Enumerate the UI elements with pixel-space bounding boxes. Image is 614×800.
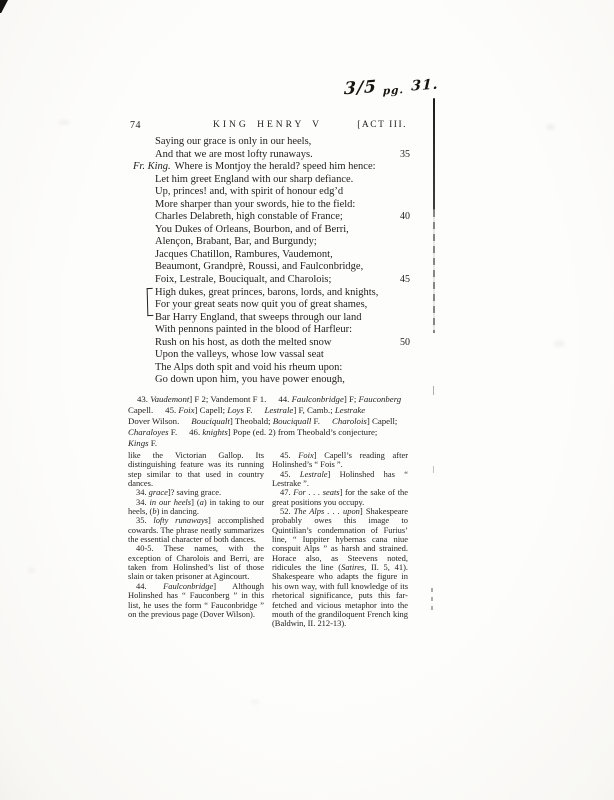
line-number: 50: [400, 336, 410, 348]
verse-text: Up, princes! and, with spirit of honour edg’d: [155, 186, 344, 198]
text-segment: For . . . seats: [293, 487, 340, 498]
text-segment: Loys: [227, 404, 244, 415]
verse-text: With pennons painted in the blood of Harfleur:: [155, 324, 352, 336]
verse-line: [133, 362, 409, 375]
text-segment: 34.: [136, 487, 149, 498]
text-segment: ] Holinshed has “ Lestrake ”.: [272, 468, 408, 489]
text-segment: 40-5. These names, with the exception of Charolois and Berri, are taken from Holinshed’s list of those slain or taken prisoner at Agincourt.: [128, 543, 264, 582]
text-segment: Satires: [341, 562, 365, 573]
text-segment: ]? saving grace.: [167, 487, 222, 498]
collation-notes: [128, 394, 409, 449]
verse-line: [133, 249, 409, 262]
text-segment: 44.: [278, 394, 292, 404]
text-segment: 34.: [136, 496, 150, 507]
text-segment: Bouciqualt: [191, 415, 230, 426]
text-segment: The Alps . . . upon: [293, 506, 360, 517]
annotation-pg-label: pg.: [382, 83, 405, 98]
verse-text: Beaumont, Grandprè, Roussi, and Faulconbridge,: [155, 261, 364, 273]
text-segment: Lestrale: [299, 468, 328, 479]
verse-text: Go down upon him, you have power enough,: [155, 374, 345, 386]
verse-text: Alençon, Brabant, Bar, and Burgundy;: [155, 236, 317, 248]
note-paragraph: [272, 451, 408, 470]
text-segment: 45.: [280, 450, 299, 460]
note-paragraph: [128, 582, 264, 619]
scan-smudge: [28, 568, 35, 573]
scan-smudge: [250, 700, 260, 704]
text-segment: grace: [148, 487, 168, 498]
collation-line: [128, 416, 409, 427]
verse-line: [133, 312, 409, 325]
text-segment: like the Victorian Gallop. Its distinguishing feature was its running step similar to that used in country dances.: [128, 450, 264, 489]
verse-line: [133, 287, 409, 300]
verse-text: Rush on his host, as doth the melted snow: [155, 336, 332, 348]
verse-line: [133, 186, 409, 199]
text-segment: Foix: [178, 404, 195, 415]
verse-line: [133, 224, 409, 237]
text-segment: ] Pope (ed. 2) from Theobald’s conjecture;: [227, 426, 378, 437]
text-segment: 45.: [165, 404, 179, 415]
text-segment: Charolois: [331, 415, 367, 426]
text-segment: Capell.: [128, 404, 154, 415]
collation-line: [128, 438, 409, 449]
verse-line: [133, 337, 409, 350]
scan-smudge: [554, 340, 565, 347]
text-segment: ] for the sake of the great positions you occupy.: [272, 487, 409, 507]
verse-text: Bar Harry England, that sweeps through our land: [155, 311, 362, 323]
verse-line: [133, 136, 409, 149]
text-segment: 35.: [136, 515, 154, 526]
line-number: 40: [400, 211, 410, 223]
text-segment: Dover Wilson.: [128, 415, 180, 426]
text-segment: ] F 2; Vandemont F 1.: [189, 394, 267, 404]
verse-text: Let him greet England with our sharp defiance.: [155, 173, 354, 185]
commentary-right-column: [272, 451, 408, 629]
text-segment: F.: [243, 404, 253, 415]
line-number: 45: [400, 274, 410, 286]
text-segment: Fauconberg: [358, 394, 402, 404]
text-segment: ] F, Camb.;: [293, 404, 335, 415]
speech-prefix: Fr. King.: [133, 161, 171, 173]
text-segment: knights: [202, 426, 228, 437]
verse-text: More sharper than your swords, hie to the field:: [155, 198, 356, 210]
crease-line: [433, 98, 435, 210]
commentary-left-column: [128, 451, 264, 619]
text-segment: a: [199, 496, 204, 507]
verse-line: [133, 299, 409, 312]
text-segment: Kings: [128, 437, 149, 448]
handwritten-bracket: [147, 288, 154, 316]
text-segment: ) in dancing.: [156, 506, 200, 517]
verse-text: Jacques Chatillon, Rambures, Vaudemont,: [155, 248, 333, 260]
verse-line: [133, 374, 409, 387]
crease-mark: [431, 588, 433, 614]
verse-line: [133, 324, 409, 337]
text-segment: ] (: [191, 496, 200, 507]
act-label: [ACT III.: [357, 120, 407, 130]
verse-line: [133, 274, 409, 287]
text-segment: ] Theobald;: [229, 415, 273, 426]
verse-text: For your great seats now quit you of great shames,: [155, 299, 368, 311]
verse-line: [133, 199, 409, 212]
text-segment: F.: [311, 415, 320, 426]
text-segment: ] F;: [343, 394, 359, 404]
crease-mark: [433, 386, 434, 395]
text-segment: in our heels: [149, 496, 192, 507]
scan-smudge: [546, 124, 555, 130]
verse-text: Foix, Lestrale, Bouciqualt, and Charolois;: [155, 274, 332, 286]
text-segment: Faulconbridge: [163, 580, 214, 591]
text-segment: ] Capell;: [366, 415, 398, 426]
scan-corner-artifact: [0, 0, 8, 13]
note-paragraph: [128, 451, 264, 488]
verse-line: [133, 236, 409, 249]
note-paragraph: [128, 498, 264, 517]
text-segment: Faulconbridge: [291, 394, 344, 404]
crease-mark: [433, 466, 434, 473]
text-segment: ] accomplished cowards. The phrase neatly summarizes the essential character of both dances.: [128, 515, 264, 545]
text-segment: F.: [148, 437, 158, 448]
verse-text: Saying our grace is only in our heels,: [155, 136, 312, 147]
verse-text: And that we are most lofty runaways.: [155, 148, 313, 160]
line-number: 35: [400, 148, 410, 160]
verse-line: [133, 211, 409, 224]
verse-line: [133, 261, 409, 274]
verse-line: [133, 149, 409, 162]
note-paragraph: [128, 544, 264, 581]
text-segment: 43.: [137, 394, 151, 404]
text-segment: Vaudemont: [150, 394, 190, 404]
verse-line: [133, 349, 409, 362]
text-segment: 47.: [280, 487, 294, 498]
text-segment: 45.: [280, 468, 300, 479]
text-segment: b: [152, 506, 157, 517]
running-header: [128, 120, 407, 133]
page-number: 74: [130, 120, 141, 131]
verse-text: Upon the valleys, whose low vassal seat: [155, 349, 324, 361]
text-segment: lofty runaways: [153, 515, 208, 526]
text-segment: Charaloyes: [128, 426, 169, 437]
collation-line: [128, 394, 409, 405]
text-segment: ] Shakespeare probably owes this image to Quintilian’s condemnation of Furius’ line, “ Iuppiter hybernas cana niue conspuit Alps ” as harsh and strained. Horace also, as Steevens noted, ridicules the line (: [272, 506, 408, 573]
verse-text: You Dukes of Orleans, Bourbon, and of Berri,: [155, 223, 349, 235]
crease-line-fade: [433, 210, 435, 333]
running-title: KING HENRY V: [212, 120, 323, 130]
text-segment: , II. 5, 41). Shakespeare who adapts the figure in his own way, with full knowledge of its rhetorical significance, puts this far-fetched and vicious metaphor into the mouth of the grandiloquent French king (Baldwin, II. 212-13).: [272, 562, 408, 629]
verse-text: Charles Delabreth, high constable of France;: [155, 211, 343, 223]
scan-smudge: [58, 120, 70, 125]
verse-text: Where is Montjoy the herald? speed him hence:: [174, 161, 376, 173]
text-segment: ] Capell;: [194, 404, 228, 415]
text-segment: 52.: [280, 506, 294, 517]
text-segment: ] Capell’s reading after Holinshed’s “ Fois ”.: [272, 450, 409, 470]
text-segment: 44.: [136, 580, 164, 591]
text-segment: Lestrale: [264, 404, 294, 415]
text-segment: ) in taking to our heels, (: [128, 496, 264, 517]
text-segment: F.: [168, 426, 178, 437]
verse-line: [133, 161, 409, 174]
text-segment: ] Although Holinshed has “ Fauconberg ” in this list, he uses the form “ Fauconbridge ” on the previous page (Dover Wilson).: [128, 580, 264, 619]
note-paragraph: [128, 516, 264, 544]
annotation-fraction: 3/5: [343, 76, 378, 100]
collation-line: [128, 405, 409, 416]
verse-line: [133, 174, 409, 187]
verse-text: High dukes, great princes, barons, lords, and knights,: [155, 286, 379, 298]
collation-line: [128, 427, 409, 438]
verse-text: The Alps doth spit and void his rheum upon:: [155, 361, 343, 373]
note-paragraph: [272, 470, 408, 489]
annotation-page-ref: 31.: [411, 76, 439, 95]
verse-block: [133, 136, 409, 387]
text-segment: Lestrake: [334, 404, 366, 415]
text-segment: Bouciquall: [272, 415, 312, 426]
handwritten-annotation: [343, 73, 439, 100]
note-paragraph: [272, 488, 408, 507]
text-segment: 46.: [189, 426, 203, 437]
note-paragraph: [272, 507, 408, 628]
text-segment: Foix: [298, 450, 314, 460]
